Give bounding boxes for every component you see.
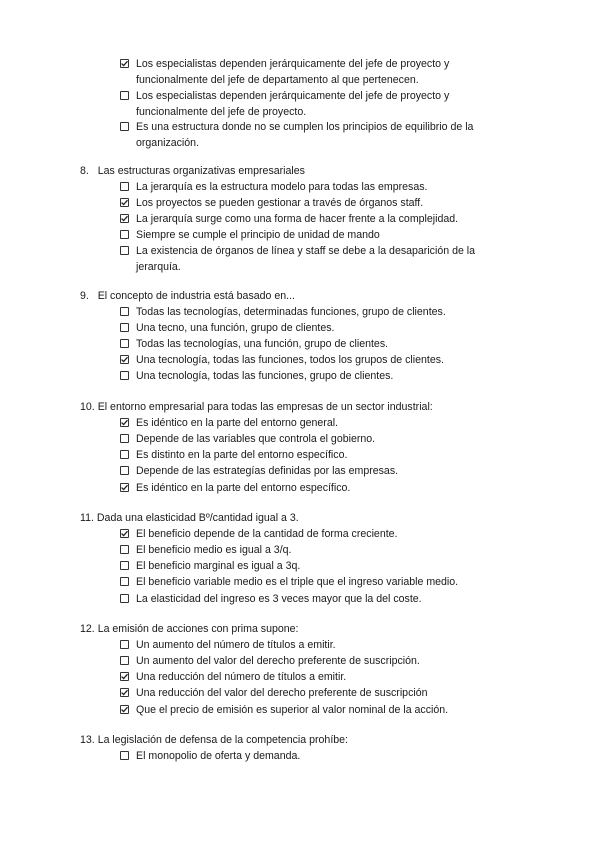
question-text: El concepto de industria está basado en...	[97, 290, 295, 302]
checkbox-unchecked-icon[interactable]	[120, 230, 129, 239]
question-number: 9.	[80, 290, 89, 302]
option-text: Que el precio de emisión es superior al valor nominal de la acción.	[136, 704, 449, 716]
question-number: 11.	[80, 512, 94, 524]
checkbox-unchecked-icon[interactable]	[120, 246, 129, 255]
option-checkbox[interactable]	[120, 670, 500, 686]
option-checkbox[interactable]	[120, 638, 500, 654]
question-title	[80, 512, 299, 525]
checkbox-unchecked-icon[interactable]	[120, 640, 129, 649]
question-text: El entorno empresarial para todas las empresas de un sector industrial:	[97, 401, 433, 413]
option-checkbox[interactable]	[120, 369, 500, 385]
option-text: El beneficio marginal es igual a 3q.	[136, 560, 301, 572]
option-text: Un aumento del número de títulos a emitir.	[136, 639, 336, 651]
checkbox-unchecked-icon[interactable]	[120, 339, 129, 348]
checkbox-checked-icon[interactable]	[120, 688, 129, 697]
checkbox-unchecked-icon[interactable]	[120, 577, 129, 586]
question-text: Dada una elasticidad Bº/cantidad igual a 3.	[96, 512, 299, 524]
question-number: 8.	[80, 165, 89, 177]
option-text: El monopolio de oferta y demanda.	[136, 750, 301, 762]
checkbox-unchecked-icon[interactable]	[120, 594, 129, 603]
question-title	[80, 401, 433, 414]
question-number: 10.	[80, 401, 95, 413]
option-checkbox[interactable]	[120, 481, 500, 497]
option-checkbox[interactable]	[120, 353, 500, 369]
checkbox-unchecked-icon[interactable]	[120, 656, 129, 665]
option-checkbox[interactable]	[120, 180, 500, 196]
option-text: Los especialistas dependen jerárquicamente del jefe de proyecto y funcionalmente del jefe de proyecto.	[136, 90, 450, 118]
checkbox-unchecked-icon[interactable]	[120, 450, 129, 459]
checkbox-unchecked-icon[interactable]	[120, 434, 129, 443]
option-text: Es idéntico en la parte del entorno específico.	[136, 482, 351, 494]
option-checkbox[interactable]	[120, 337, 500, 353]
question-text: La legislación de defensa de la competencia prohíbe:	[97, 734, 348, 746]
checkbox-checked-icon[interactable]	[120, 705, 129, 714]
option-text: Depende de las estrategías definidas por las empresas.	[136, 465, 399, 477]
option-checkbox[interactable]	[120, 416, 500, 432]
option-checkbox[interactable]	[120, 321, 500, 337]
option-text: Depende de las variables que controla el gobierno.	[136, 433, 376, 445]
question-text: La emisión de acciones con prima supone:	[97, 623, 299, 635]
checkbox-checked-icon[interactable]	[120, 198, 129, 207]
checkbox-checked-icon[interactable]	[120, 672, 129, 681]
question-title	[80, 623, 299, 636]
checkbox-checked-icon[interactable]	[120, 483, 129, 492]
option-text: Un aumento del valor del derecho preferente de suscripción.	[136, 655, 420, 667]
option-text: La jerarquía surge como una forma de hacer frente a la complejidad.	[136, 213, 459, 225]
option-checkbox[interactable]	[120, 89, 500, 120]
option-checkbox[interactable]	[120, 527, 500, 543]
option-text: Una reducción del número de títulos a emitir.	[136, 671, 347, 683]
option-checkbox[interactable]	[120, 686, 500, 702]
option-text: Es distinto en la parte del entorno específico.	[136, 449, 348, 461]
option-text: Siempre se cumple el principio de unidad de mando	[136, 229, 380, 241]
option-text: Es una estructura donde no se cumplen los principios de equilibrio de la organización.	[136, 121, 474, 149]
checkbox-unchecked-icon[interactable]	[120, 307, 129, 316]
option-checkbox[interactable]	[120, 559, 500, 575]
option-checkbox[interactable]	[120, 592, 500, 608]
question-number: 12.	[80, 623, 95, 635]
question-title	[80, 290, 295, 303]
option-checkbox[interactable]	[120, 654, 500, 670]
option-checkbox[interactable]	[120, 196, 500, 212]
checkbox-unchecked-icon[interactable]	[120, 371, 129, 380]
option-text: Una tecnología, todas las funciones, todos los grupos de clientes.	[136, 354, 444, 366]
option-checkbox[interactable]	[120, 120, 500, 151]
option-text: El beneficio variable medio es el triple que el ingreso variable medio.	[136, 576, 459, 588]
option-checkbox[interactable]	[120, 575, 500, 591]
question-title	[80, 165, 305, 178]
option-checkbox[interactable]	[120, 703, 500, 719]
option-checkbox[interactable]	[120, 305, 500, 321]
question-number: 13.	[80, 734, 95, 746]
checkbox-checked-icon[interactable]	[120, 59, 129, 68]
checkbox-checked-icon[interactable]	[120, 214, 129, 223]
checkbox-unchecked-icon[interactable]	[120, 545, 129, 554]
checkbox-checked-icon[interactable]	[120, 418, 129, 427]
checkbox-unchecked-icon[interactable]	[120, 91, 129, 100]
option-checkbox[interactable]	[120, 228, 500, 244]
option-text: Es idéntico en la parte del entorno general.	[136, 417, 339, 429]
option-text: La elasticidad del ingreso es 3 veces mayor que la del coste.	[136, 593, 422, 605]
question-text: Las estructuras organizativas empresariales	[97, 165, 305, 177]
option-checkbox[interactable]	[120, 244, 500, 275]
option-text: Una tecnología, todas las funciones, grupo de clientes.	[136, 370, 394, 382]
checkbox-checked-icon[interactable]	[120, 529, 129, 538]
option-checkbox[interactable]	[120, 212, 500, 228]
checkbox-unchecked-icon[interactable]	[120, 561, 129, 570]
question-title	[80, 734, 348, 747]
checkbox-unchecked-icon[interactable]	[120, 323, 129, 332]
checkbox-unchecked-icon[interactable]	[120, 182, 129, 191]
option-text: Los proyectos se pueden gestionar a través de órganos staff.	[136, 197, 424, 209]
option-text: Una reducción del valor del derecho preferente de suscripción	[136, 687, 428, 699]
option-checkbox[interactable]	[120, 749, 500, 765]
option-text: El beneficio depende de la cantidad de forma creciente.	[136, 528, 398, 540]
option-checkbox[interactable]	[120, 57, 500, 88]
option-checkbox[interactable]	[120, 543, 500, 559]
option-text: Todas las tecnologías, determinadas funciones, grupo de clientes.	[136, 306, 446, 318]
checkbox-unchecked-icon[interactable]	[120, 466, 129, 475]
option-text: La existencia de órganos de línea y staff se debe a la desaparición de la jerarquía.	[136, 245, 476, 273]
option-checkbox[interactable]	[120, 448, 500, 464]
option-checkbox[interactable]	[120, 464, 500, 480]
option-text: Una tecno, una función, grupo de clientes.	[136, 322, 335, 334]
checkbox-checked-icon[interactable]	[120, 355, 129, 364]
checkbox-unchecked-icon[interactable]	[120, 751, 129, 760]
option-text: El beneficio medio es igual a 3/q.	[136, 544, 292, 556]
option-text: La jerarquía es la estructura modelo para todas las empresas.	[136, 181, 428, 193]
option-checkbox[interactable]	[120, 432, 500, 448]
option-text: Los especialistas dependen jerárquicamente del jefe de proyecto y funcionalmente del jefe de departamento al que pertenecen.	[136, 58, 450, 86]
checkbox-unchecked-icon[interactable]	[120, 122, 129, 131]
option-text: Todas las tecnologías, una función, grupo de clientes.	[136, 338, 389, 350]
